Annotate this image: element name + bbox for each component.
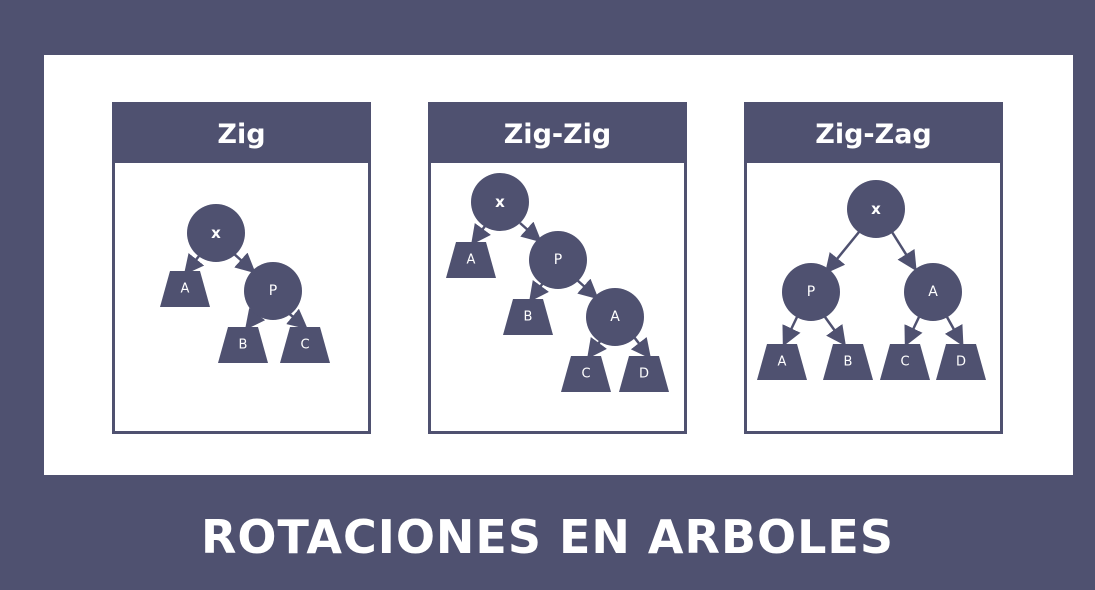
node-label: P [268, 283, 278, 299]
subtree-label: B [523, 309, 533, 325]
panel-title: Zig [115, 105, 368, 163]
node-label: x [211, 224, 221, 242]
zig-tree [115, 105, 374, 437]
diagram-canvas [44, 55, 1073, 475]
edge [474, 226, 485, 241]
edge [828, 232, 859, 270]
node-label: P [553, 252, 563, 268]
subtree-label: C [581, 366, 591, 382]
node-label: A [928, 284, 938, 300]
edge [785, 317, 797, 342]
edge [233, 253, 252, 270]
edge [248, 313, 258, 326]
subtree-label: B [843, 354, 853, 370]
edge [532, 283, 543, 298]
subtree-label: D [955, 354, 967, 370]
edge [892, 232, 914, 267]
edge [520, 223, 538, 239]
panel-zig-zag [744, 102, 1003, 434]
zig-zig-tree [431, 105, 690, 437]
subtree-label: C [900, 354, 910, 370]
node-label: P [806, 284, 816, 300]
subtree-label: D [638, 366, 650, 382]
edge [825, 317, 843, 342]
edge [577, 280, 595, 296]
node-label: A [610, 309, 620, 325]
subtree-label: A [777, 354, 787, 370]
panel-zig-zig [428, 102, 687, 434]
edge [907, 317, 919, 342]
subtree-label: A [466, 252, 476, 268]
subtree-label: C [300, 337, 310, 353]
node-label: x [871, 200, 881, 218]
edge [947, 317, 961, 342]
zig-zag-tree [747, 105, 1006, 437]
main-title: ROTACIONES EN ARBOLES [201, 510, 894, 564]
subtree-label: A [180, 281, 190, 297]
panel-title: Zig-Zig [431, 105, 684, 163]
panel-title: Zig-Zag [747, 105, 1000, 163]
subtree-label: B [238, 337, 248, 353]
node-label: x [495, 193, 505, 211]
panel-zig [112, 102, 371, 434]
edge [590, 340, 601, 355]
edge [187, 256, 199, 271]
edge [634, 337, 648, 355]
